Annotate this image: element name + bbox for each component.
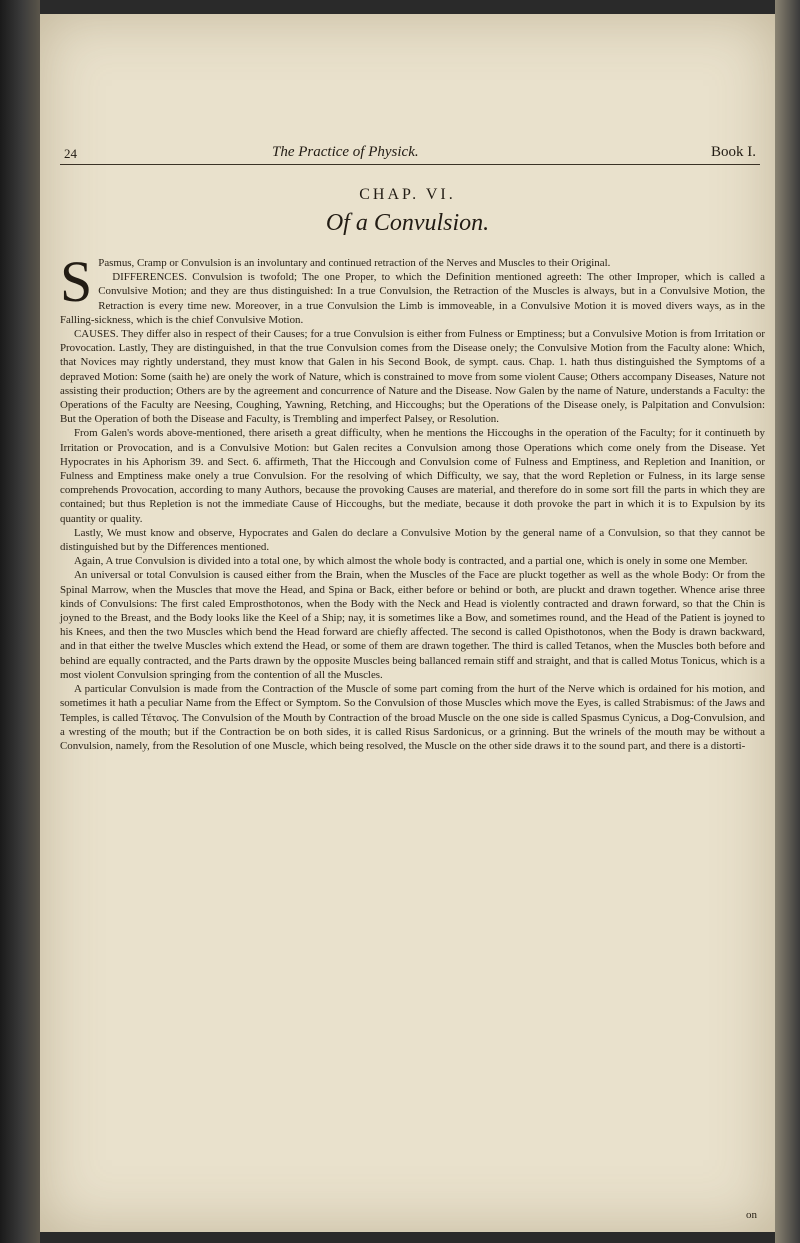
paragraph: A particular Convulsion is made from the Contraction of the Muscle of some part coming from the hurt of the Nerve which is ordained for his motion, and sometimes it hath a peculiar Name from the Effect or Symptom. So the Convulsion of those Muscles which move the Eyes, is called Strabismus: of the Jaws and Temples, is called Τέτανος. The Convulsion of the Mouth by Contraction of the broad Muscle on the one side is called Spasmus Cynicus, a Dog-Convulsion, and a wresting of the mouth; but if the Contraction be on both sides, it is called Risus Sardonicus, or a grinning. But the wrinels of the mouth may be without a Convulsion, namely, from the Resolution of one Muscle, which being resolved, the Muscle on the other side draws it to the sound part, and there is a distorti- xyxy=(60,683,765,752)
paragraph: CAUSES. They differ also in respect of their Causes; for a true Convulsion is either from Fulness or Emptiness; but a Convulsive Motion is from Irritation or Provocation. Lastly, They are distinguished, in that the true Convulsion comes from the Disease onely; the Convulsive Motion from the Faculty alone: Which, that Novices may rightly understand, they must know that Galen in his Second Book, de sympt. caus. Chap. 1. hath thus distinguished the Symptoms of a depraved Motion: Some (saith he) are onely the work of Nature, which is constrained to move from some violent Cause; Others accompany Diseases, Nature not assisting their production; Others are by the agreement and concurrence of Nature and the Disease. Now Galen by the name of Nature, understands a Faculty: the Operations of the Faculty are Neesing, Coughing, Yawning, Retching, and Hiccoughs; but the Operations of the Disease onely, is Palpitation and Convulsion: But the Operation of both the Disease and Faculty, is Trembling and imperfect Palsey, or Resolution. xyxy=(60,328,765,426)
running-header xyxy=(60,142,760,165)
page-edge xyxy=(775,0,800,1243)
paragraph: Lastly, We must know and observe, Hypocrates and Galen do declare a Convulsive Motion by the general name of a Convulsion, so that they cannot be distinguished but by the Differences mentioned. xyxy=(60,526,765,554)
book-page xyxy=(40,14,775,1232)
paragraph: Again, A true Convulsion is divided into a total one, by which almost the whole body is contracted, and a partial one, which is onely in some one Member. xyxy=(74,555,748,568)
catchword: on xyxy=(746,1209,757,1221)
paragraph: DIFFERENCES. Convulsion is twofold; The one Proper, to which the Definition mentioned agreeth: The other Improper, which is called a Convulsive Motion; and they are thus distinguished: In a true Convulsion, the Retraction of the Muscles is always, but in a Convulsive Motion, the Retraction is every time new. Moreover, in a true Convulsion the Limb is immoveable, in a Convulsive Motion it is moved divers ways, as in the Falling-sickness, which is the chief Convulsive Motion. xyxy=(60,271,765,326)
page-number: 24 xyxy=(64,146,77,161)
paragraph: S Pasmus, Cramp or Convulsion is an involuntary and continued retraction of the Nerves and Muscles to their Original. xyxy=(60,249,611,314)
book-label: Book I. xyxy=(711,144,756,160)
paragraph: An universal or total Convulsion is caused either from the Brain, when the Muscles of the Face are pluckt together as well as the whole Body: Or from the Spinal Marrow, when the Muscles that move the Head, and Spina or Back, either before or behind or both, are pluckt and drawn together. Whence arise three kinds of Convulsions: The first caled Emprosthotonos, when the Body with the Neck and Head is violently contracted and drawn forward, so that the Chin is joyned to the Breast, and the Body looks like the Keel of a Ship; nay, it is sometimes like a Bow, and sometimes round, and the Head of the Patient is joyned to his Knees, and then the two Muscles which bend the Head forward are chiefly affected. The second is called Opisthotonos, when the Body is drawn backward, and in that either the twelve Muscles which extend the Head, or some of them are drawn together. The third is called Tetanos, when the Muscles both before and behind are equally contracted, and the Parts drawn by the opposite Muscles being ballanced remain stiff and straight, and that is called Motus Tonicus, which is a most violent Convulsion springing from the contention of all the Muscles. xyxy=(60,569,765,681)
chapter-title: Of a Convulsion. xyxy=(325,210,490,236)
chapter-heading: CHAP. VI. xyxy=(359,186,456,203)
running-title: The Practice of Physick. xyxy=(272,144,419,160)
paragraph: From Galen's words above-mentioned, there ariseth a great difficulty, when he mentions the Hiccoughs in the operation of the Faculty; for it continueth by Irritation or Provocation, and is a Convulsive Motion: but Galen recites a Convulsion among those Operations which come onely from the Disease. Yet Hypocrates in his Aphorism 39. and Sect. 6. affirmeth, That the Hiccough and Convulsion come of Fulness and Emptiness, and Repletion and Inanition, or Fulness and Emptiness make onely a true Convulsion. For the resolving of which Difficulty, we say, that the word Repletion or Fulness, in its large sense comprehends Provocation, according to many Authors, because the provoking Causes are material, and therefore do in some sort fill the parts in which they are contained; but thus Repletion is not the immediate Cause of Hiccoughs, but the mediate, because it doth provoke the part in which it is to Expulsion by its quantity or quality. xyxy=(60,427,765,525)
drop-cap: S xyxy=(60,249,93,314)
body-text xyxy=(60,249,765,753)
book-binding xyxy=(0,0,40,1243)
